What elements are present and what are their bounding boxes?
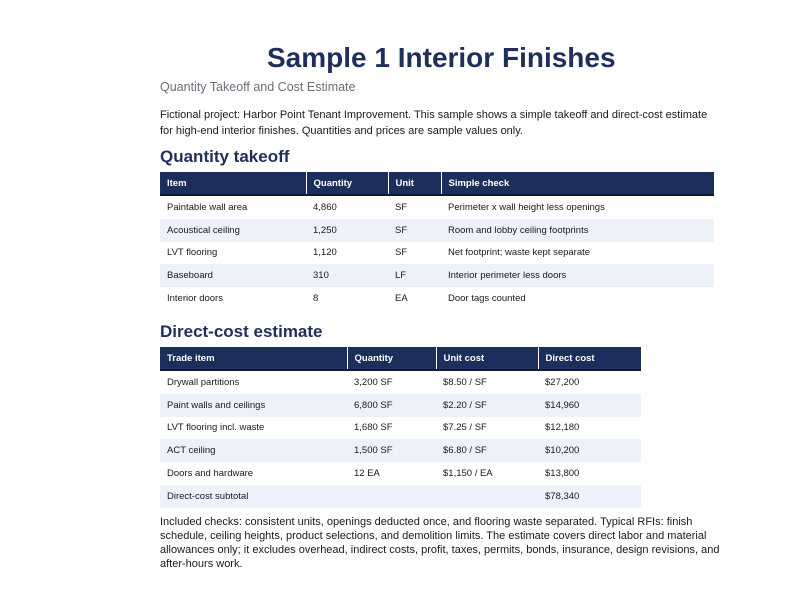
estimate-header-trade-item: Trade item <box>160 347 347 370</box>
table-row <box>160 417 641 440</box>
takeoff-cell-quantity: 8 <box>313 293 319 305</box>
table-row <box>160 287 714 310</box>
page-title: Sample 1 Interior Finishes <box>267 42 616 73</box>
table-row <box>160 370 641 394</box>
takeoff-cell-unit: SF <box>395 201 408 213</box>
takeoff-cell-quantity: 310 <box>306 264 388 287</box>
estimate-header-quantity: Quantity <box>347 347 436 370</box>
takeoff-table <box>160 172 714 310</box>
takeoff-header-check: Simple check <box>441 172 714 195</box>
table-row <box>160 195 714 219</box>
intro-paragraph: Fictional project: Harbor Point Tenant Improvement. This sample shows a simple takeoff and direct-cost estimate for high-end interior finishes. Quantities and prices are sample values only. <box>160 109 708 137</box>
estimate-header-unit-cost: Unit cost <box>436 347 538 370</box>
estimate-table <box>160 347 641 508</box>
takeoff-cell-check: Room and lobby ceiling footprints <box>441 219 714 242</box>
page-subtitle: Quantity Takeoff and Cost Estimate <box>160 80 356 94</box>
takeoff-cell-item: Interior doors <box>167 293 223 305</box>
takeoff-cell-unit: EA <box>395 293 408 305</box>
estimate-cell-quantity <box>347 485 436 508</box>
takeoff-cell-unit: LF <box>388 264 441 287</box>
takeoff-cell-item: Baseboard <box>160 264 306 287</box>
estimate-cell-unit-cost <box>436 485 538 508</box>
estimate-cell-quantity: 1,680 SF <box>354 422 393 434</box>
estimate-cell-direct-cost: $10,200 <box>538 439 641 462</box>
estimate-cell-quantity: 12 EA <box>354 468 380 480</box>
takeoff-header-unit: Unit <box>388 172 441 195</box>
table-row <box>160 462 641 485</box>
estimate-cell-trade-item: Doors and hardware <box>167 468 254 480</box>
estimate-cell-unit-cost: $8.50 / SF <box>443 376 487 388</box>
takeoff-cell-check: Interior perimeter less doors <box>441 264 714 287</box>
estimate-cell-trade-item: ACT ceiling <box>160 439 347 462</box>
takeoff-cell-quantity: 1,120 <box>313 247 337 259</box>
takeoff-header-item: Item <box>160 172 306 195</box>
table-row <box>160 242 714 265</box>
table-row <box>160 219 714 242</box>
estimate-cell-unit-cost: $6.80 / SF <box>436 439 538 462</box>
takeoff-cell-quantity: 1,250 <box>306 219 388 242</box>
takeoff-header-row <box>160 172 714 195</box>
takeoff-cell-item: Paintable wall area <box>167 201 248 213</box>
estimate-header-direct-cost: Direct cost <box>538 347 641 370</box>
estimate-cell-quantity: 6,800 SF <box>347 394 436 417</box>
takeoff-cell-check: Net footprint; waste kept separate <box>448 247 591 259</box>
estimate-cell-trade-item: LVT flooring incl. waste <box>167 422 265 434</box>
takeoff-cell-quantity: 4,860 <box>313 201 337 213</box>
table-row <box>160 394 641 417</box>
takeoff-cell-check: Perimeter x wall height less openings <box>448 201 605 213</box>
estimate-header-row <box>160 347 641 370</box>
notes-paragraph: Included checks: consistent units, openings deducted once, and flooring waste separated. Typical RFIs: finish schedule, ceiling heights, product selections, and demolition limits. The estimate covers direct labor and material allowances only; it excludes overhead, indirect costs, profit, taxes, permits, bonds, insurance, design revisions, and after-hours work. <box>160 516 720 570</box>
estimate-cell-direct-cost: $13,800 <box>545 468 580 480</box>
table-row <box>160 439 641 462</box>
takeoff-cell-unit: SF <box>395 247 408 259</box>
estimate-cell-direct-cost: $12,180 <box>545 422 580 434</box>
estimate-cell-trade-item: Direct-cost subtotal <box>160 485 347 508</box>
estimate-cell-trade-item: Paint walls and ceilings <box>160 394 347 417</box>
takeoff-cell-unit: SF <box>388 219 441 242</box>
takeoff-cell-check: Door tags counted <box>448 293 526 305</box>
estimate-cell-unit-cost: $1,150 / EA <box>443 468 493 480</box>
estimate-cell-quantity: 1,500 SF <box>347 439 436 462</box>
estimate-cell-direct-cost: $27,200 <box>545 376 580 388</box>
estimate-cell-trade-item: Drywall partitions <box>167 376 240 388</box>
estimate-cell-unit-cost: $7.25 / SF <box>443 422 487 434</box>
estimate-cell-direct-cost: $78,340 <box>538 485 641 508</box>
estimate-heading: Direct-cost estimate <box>160 322 323 341</box>
estimate-cell-direct-cost: $14,960 <box>538 394 641 417</box>
takeoff-heading: Quantity takeoff <box>160 147 290 166</box>
estimate-cell-unit-cost: $2.20 / SF <box>436 394 538 417</box>
takeoff-header-quantity: Quantity <box>306 172 388 195</box>
table-row <box>160 264 714 287</box>
estimate-cell-quantity: 3,200 SF <box>354 376 393 388</box>
takeoff-cell-item: LVT flooring <box>167 247 218 259</box>
takeoff-cell-item: Acoustical ceiling <box>160 219 306 242</box>
subtotal-row <box>160 485 641 508</box>
